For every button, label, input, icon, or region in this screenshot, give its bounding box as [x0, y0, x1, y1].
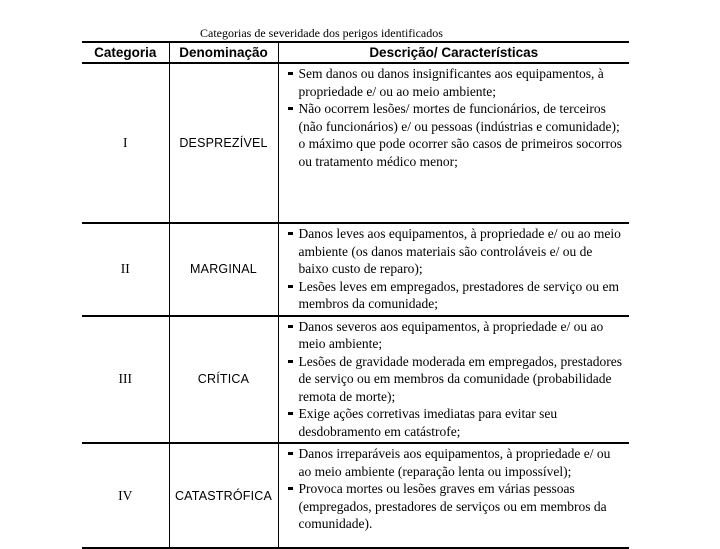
cell-categoria: IV: [82, 443, 169, 548]
table-row: [82, 443, 629, 548]
bullet-list: [285, 445, 626, 533]
table-row: [82, 316, 629, 444]
table-row: [82, 223, 629, 316]
list-item: Provoca mortes ou lesões graves em várias pessoas (empregados, prestadores de serviços ou em membros da comunidade).: [285, 480, 626, 533]
list-item: Exige ações corretivas imediatas para evitar seu desdobramento em catástrofe;: [285, 405, 626, 440]
list-item: Lesões de gravidade moderada em empregados, prestadores de serviço ou em membros da comunidade (probabilidade remota de morte);: [285, 353, 626, 406]
list-item: Sem danos ou danos insignificantes aos equipamentos, à propriedade e/ ou ao meio ambiente;: [285, 65, 626, 100]
cell-descricao: [278, 443, 629, 548]
list-item: Não ocorrem lesões/ mortes de funcionários, de terceiros (não funcionários) e/ ou pessoas (indústrias e comunidade); o máximo que pode ocorrer são casos de primeiros socorros ou tratamento médico menor;: [285, 100, 626, 170]
cell-denominacao: CRÍTICA: [169, 316, 278, 444]
table-row: [82, 63, 629, 223]
cell-descricao: [278, 63, 629, 223]
header-descricao: Descrição/ Características: [278, 42, 629, 63]
table-header-row: [82, 42, 629, 63]
list-item: Lesões leves em empregados, prestadores de serviço ou em membros da comunidade;: [285, 278, 626, 313]
cell-denominacao: CATASTRÓFICA: [169, 443, 278, 548]
bullet-list: [285, 318, 626, 441]
cell-categoria: III: [82, 316, 169, 444]
table-caption: Categorias de severidade dos perigos identificados: [200, 26, 443, 40]
cell-categoria: II: [82, 223, 169, 316]
bullet-list: [285, 65, 626, 170]
list-item: Danos leves aos equipamentos, à propriedade e/ ou ao meio ambiente (os danos materiais são controláveis e/ ou de baixo custo de reparo);: [285, 225, 626, 278]
cell-categoria: I: [82, 63, 169, 223]
cell-denominacao: MARGINAL: [169, 223, 278, 316]
header-denominacao: Denominação: [169, 42, 278, 63]
cell-descricao: [278, 223, 629, 316]
list-item: Danos severos aos equipamentos, à propriedade e/ ou ao meio ambiente;: [285, 318, 626, 353]
cell-denominacao: DESPREZÍVEL: [169, 63, 278, 223]
header-categoria: Categoria: [82, 42, 169, 63]
list-item: Danos irreparáveis aos equipamentos, à propriedade e/ ou ao meio ambiente (reparação lenta ou impossível);: [285, 445, 626, 480]
severity-table: [82, 41, 629, 549]
cell-descricao: [278, 316, 629, 444]
bullet-list: [285, 225, 626, 313]
